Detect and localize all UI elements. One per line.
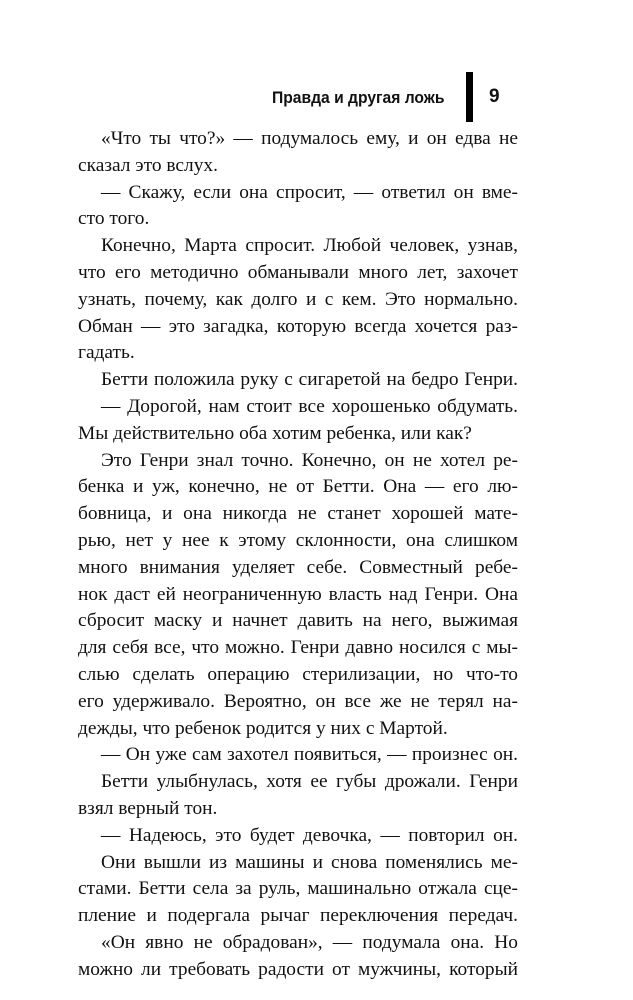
page-number: 9 (489, 86, 500, 107)
text-line: Это Генри знал точно. Конечно, он не хотел ре- (101, 449, 518, 471)
text-line: Они вышли из машины и снова поменялись ме- (101, 851, 518, 873)
text-line: Мы действительно оба хотим ребенка, или как? (78, 422, 472, 444)
text-line: что его методично обманывали много лет, захочет (78, 261, 518, 283)
text-line: сбросит маску и начнет давить на него, выжимая (78, 610, 518, 632)
text-line: Бетти положила руку с сигаретой на бедро Генри. (101, 369, 518, 391)
text-line: его удерживало. Вероятно, он все же не терял на- (78, 690, 518, 712)
text-line: гадать. (78, 342, 135, 364)
text-line: для себя все, что можно. Генри давно носился с мы- (78, 637, 518, 659)
text-line: Бетти улыбнулась, хотя ее губы дрожали. Генри (101, 771, 518, 793)
body-text (78, 126, 518, 984)
text-line: можно ли требовать радости от мужчины, который (78, 958, 518, 980)
text-line: пление и подергала рычаг переключения передач. (78, 905, 518, 927)
text-line: слью сделать операцию стерилизации, но что-то (78, 663, 518, 685)
text-line: «Он явно не обрадован», — подумала она. Но (101, 931, 518, 953)
text-line: — Дорогой, нам стоит все хорошенько обдумать. (101, 395, 518, 417)
text-line: сто того. (78, 208, 150, 230)
text-line: узнать, почему, как долго и с кем. Это нормально. (78, 288, 518, 310)
header-rule (466, 72, 473, 122)
text-line: — Он уже сам захотел появиться, — произнес он. (101, 744, 518, 766)
text-line: сказал это вслух. (78, 154, 218, 176)
text-line: — Скажу, если она спросит, — ответил он вме- (101, 181, 518, 203)
text-line: дежды, что ребенок родится у них с Мартой. (78, 717, 448, 739)
running-header (80, 72, 518, 122)
text-line: бовница, и она никогда не станет хорошей мате- (78, 503, 518, 525)
running-title: Правда и другая ложь (271, 88, 444, 107)
text-line: — Надеюсь, это будет девочка, — повторил он. (101, 824, 518, 846)
text-line: много внимания уделяет себе. Совместный ребе- (78, 556, 518, 578)
text-line: рью, нет у нее к этому склонности, она слишком (78, 529, 518, 551)
text-line: Конечно, Марта спросит. Любой человек, узнав, (101, 235, 518, 257)
text-line: взял верный тон. (78, 797, 218, 819)
text-line: нок даст ей неограниченную власть над Генри. Она (78, 583, 518, 605)
text-line: стами. Бетти села за руль, машинально отжала сце- (78, 878, 518, 900)
text-line: бенка и уж, конечно, не от Бетти. Она — его лю- (78, 476, 518, 498)
text-line: Обман — это загадка, которую всегда хочется раз- (78, 315, 518, 337)
text-line: «Что ты что?» — подумалось ему, и он едва не (101, 128, 518, 149)
